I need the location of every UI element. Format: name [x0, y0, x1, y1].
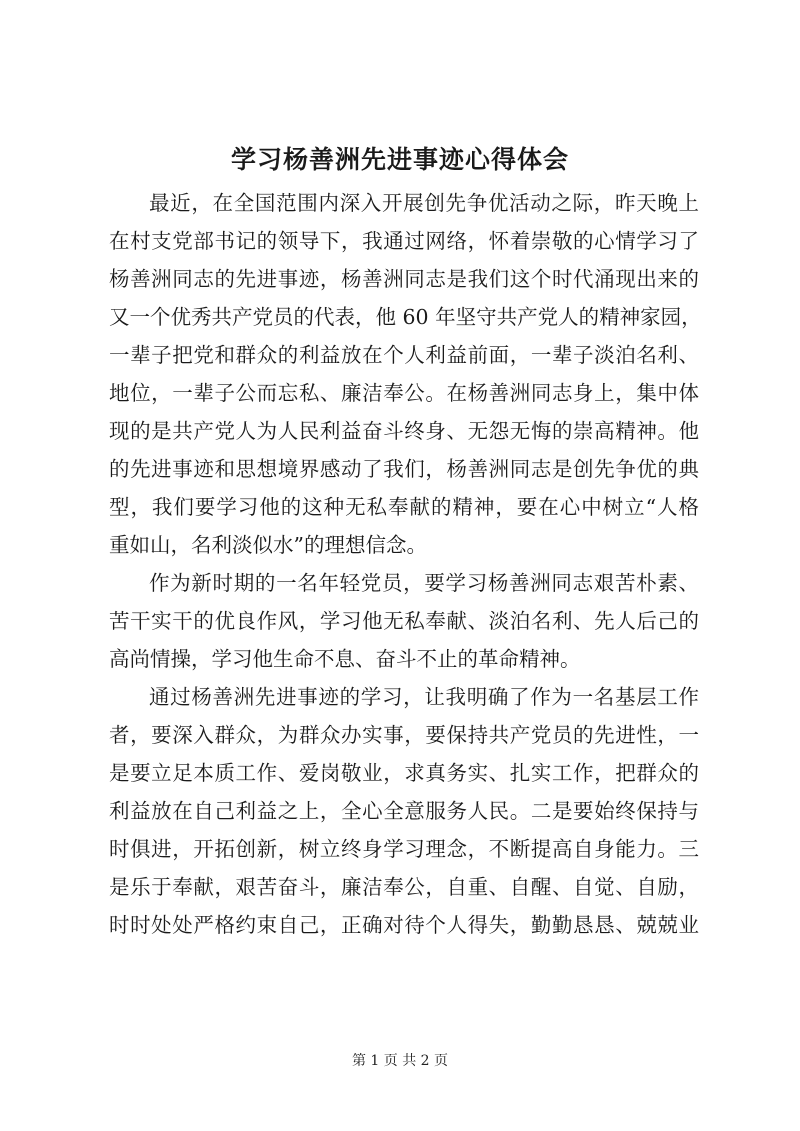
paragraph-1-line-9: 型，我们要学习他的这种无私奉献的精神，要在心中树立“人格 — [109, 495, 699, 519]
paragraph-1-line-5: 一辈子把党和群众的利益放在个人利益前面，一辈子淡泊名利、 — [109, 343, 699, 367]
paragraph-1-line-3: 杨善洲同志的先进事迹，杨善洲同志是我们这个时代涌现出来的 — [109, 267, 699, 291]
paragraph-1-line-10: 重如山，名利淡似水”的理想信念。 — [109, 533, 427, 557]
paragraph-1-line-2: 在村支党部书记的领导下，我通过网络，怀着崇敬的心情学习了 — [109, 229, 699, 253]
paragraph-3-line-7: 时时处处严格约束自己，正确对待个人得失，勤勤恳恳、兢兢业 — [109, 913, 699, 937]
paragraph-1-line-4: 又一个优秀共产党员的代表，他 60 年坚守共产党人的精神家园， — [109, 305, 702, 329]
paragraph-2-line-1: 作为新时期的一名年轻党员，要学习杨善洲同志艰苦朴素、 — [149, 571, 699, 595]
paragraph-2-line-3: 高尚情操，学习他生命不息、奋斗不止的革命精神。 — [109, 647, 581, 671]
paragraph-3-line-6: 是乐于奉献，艰苦奋斗，廉洁奉公，自重、自醒、自觉、自励， — [109, 875, 699, 899]
paragraph-1-line-1: 最近，在全国范围内深入开展创先争优活动之际，昨天晚上 — [149, 191, 699, 215]
paragraph-1-line-6: 地位，一辈子公而忘私、廉洁奉公。在杨善洲同志身上，集中体 — [109, 381, 699, 405]
paragraph-3-line-1: 通过杨善洲先进事迹的学习，让我明确了作为一名基层工作 — [149, 685, 699, 709]
paragraph-2-line-2: 苦干实干的优良作风，学习他无私奉献、淡泊名利、先人后己的 — [109, 609, 699, 633]
paragraph-1-line-8: 的先进事迹和思想境界感动了我们，杨善洲同志是创先争优的典 — [109, 457, 699, 481]
paragraph-3-line-3: 是要立足本质工作、爱岗敬业，求真务实、扎实工作，把群众的 — [109, 761, 699, 785]
paragraph-3-line-2: 者，要深入群众，为群众办实事，要保持共产党员的先进性，一 — [109, 723, 699, 747]
document-title: 学习杨善洲先进事迹心得体会 — [230, 145, 569, 174]
paragraph-1-line-7: 现的是共产党人为人民利益奋斗终身、无怨无悔的崇高精神。他 — [109, 419, 699, 443]
paragraph-3-line-5: 时俱进，开拓创新，树立终身学习理念，不断提高自身能力。三 — [109, 837, 699, 861]
paragraph-3-line-4: 利益放在自己利益之上，全心全意服务人民。二是要始终保持与 — [109, 799, 699, 823]
page-number-footer: 第 1 页 共 2 页 — [351, 1053, 449, 1069]
